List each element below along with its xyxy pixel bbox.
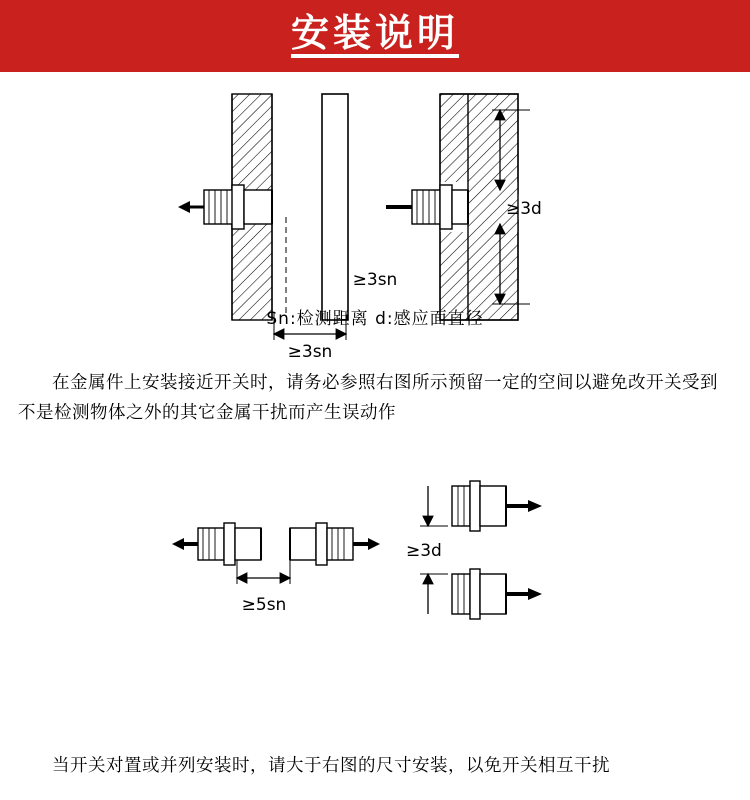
sensor-parallel-upper xyxy=(452,481,542,531)
diagram-side-by-side-mounting xyxy=(0,480,750,695)
spacer-bottom xyxy=(0,695,750,731)
sensor-left-facing xyxy=(172,523,261,565)
diagram-flush-mounting xyxy=(0,72,750,362)
label-5sn: ≥5sn xyxy=(241,595,287,615)
diagram-bottom-svg xyxy=(0,480,750,670)
label-3d-bottom: ≥3d xyxy=(406,541,442,561)
spacer-top xyxy=(0,428,750,480)
diagram-top-svg xyxy=(0,72,750,362)
label-3d-top: ≥3d xyxy=(506,199,542,219)
dimension-5sn xyxy=(237,560,290,584)
header-banner xyxy=(0,0,750,72)
right-sensor xyxy=(386,185,468,229)
paragraph-side-by-side: 当开关对置或并列安装时，请大于右图的尺寸安装，以免开关相互干扰 xyxy=(52,756,610,776)
label-3sn-text: ≥3sn xyxy=(352,270,398,290)
label-3sn: ≥3sn xyxy=(287,342,333,362)
page-title: 安装说明 xyxy=(291,14,459,58)
left-sensor xyxy=(178,185,272,229)
paragraph-flush-mounting: 在金属件上安装接近开关时，请务必参照右图所示预留一定的空间以避免改开关受到不是检测物体之外的其它金属干扰而产生误动作 xyxy=(18,373,718,423)
diagram-top-caption: Sn:检测距离 d:感应面直径 xyxy=(266,309,484,329)
sensor-right-facing xyxy=(290,523,380,565)
sensor-parallel-lower xyxy=(452,569,542,619)
